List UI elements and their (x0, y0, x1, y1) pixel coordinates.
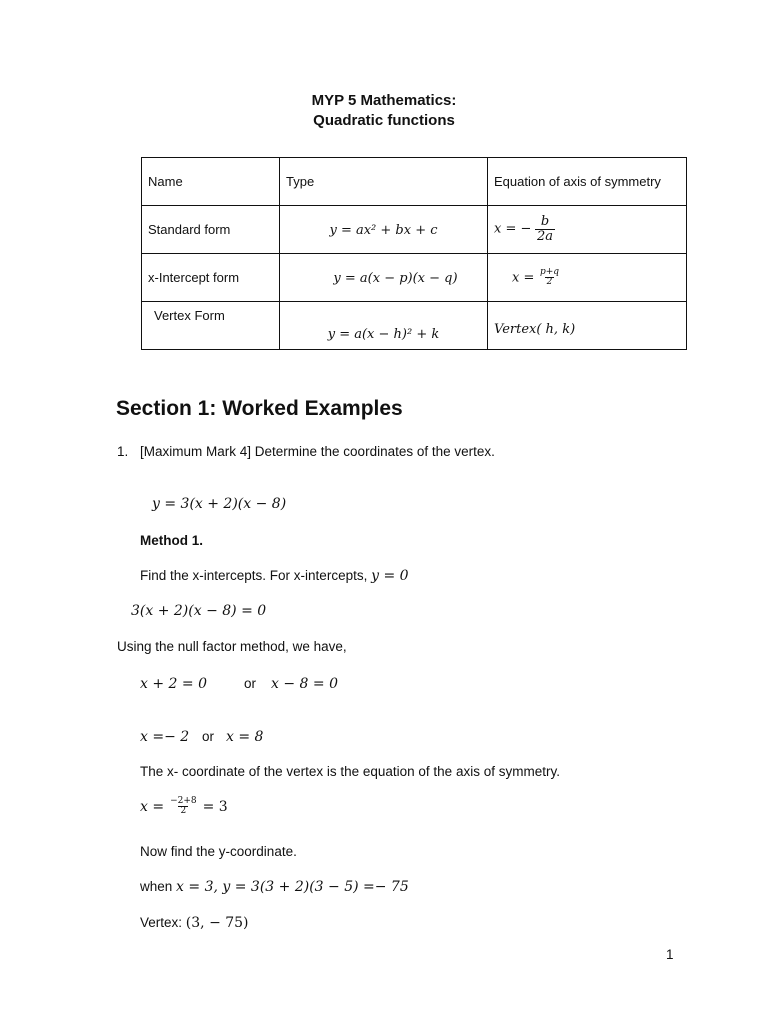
row-name: x-Intercept form (142, 254, 280, 302)
step5-or: or (202, 729, 215, 744)
document-title-line-2: Quadratic functions (313, 112, 455, 129)
step5-right: x = 8 (226, 729, 264, 745)
step1-line (140, 568, 409, 584)
header-type: Type (280, 158, 488, 206)
axis-fraction (535, 215, 555, 243)
step10-math: (3, − 75) (185, 915, 249, 931)
table-row-standard-form (142, 206, 687, 254)
row-type-equation: y = a(x − h)² + k (327, 326, 440, 342)
step9-text: when (140, 879, 173, 894)
step7-equation (140, 797, 228, 817)
question-number: 1. (117, 444, 129, 459)
document-title-line-1: MYP 5 Mathematics: (311, 92, 457, 109)
step9-line (140, 879, 409, 895)
step5-left: x =− 2 (140, 729, 190, 745)
step4-left: x + 2 = 0 (140, 676, 207, 692)
step4-right: x − 8 = 0 (271, 676, 338, 692)
step10-line (140, 915, 249, 931)
step7-fraction (168, 797, 199, 817)
row-type-equation: y = a(x − p)(x − q) (333, 270, 458, 286)
method-label: Method 1. (140, 533, 203, 548)
fraction-numerator: −2+8 (170, 796, 197, 806)
step3-text: Using the null factor method, we have, (117, 639, 347, 654)
axis-fraction (538, 268, 561, 288)
step10-text: Vertex: (140, 915, 183, 930)
axis-lhs: x = − (494, 221, 532, 237)
table-header-row (142, 158, 687, 206)
header-name: Name (142, 158, 280, 206)
fraction-denominator: 2a (537, 229, 554, 244)
header-axis: Equation of axis of symmetry (488, 158, 687, 206)
row-type-equation: y = ax² + bx + c (329, 222, 438, 238)
step8-text: Now find the y-coordinate. (140, 844, 297, 859)
section-heading: Section 1: Worked Examples (116, 397, 403, 420)
step7-rhs: = 3 (202, 798, 228, 815)
table-row-intercept-form (142, 254, 687, 302)
question-text: [Maximum Mark 4] Determine the coordinates of the vertex. (140, 444, 495, 459)
axis-lhs: x = (512, 269, 535, 285)
step2-equation: 3(x + 2)(x − 8) = 0 (131, 603, 267, 619)
row-name: Vertex Form (142, 302, 280, 350)
step1-math: y = 0 (371, 568, 409, 584)
fraction-denominator: 2 (546, 277, 553, 287)
row-axis-cell (488, 254, 687, 302)
step6-text: The x- coordinate of the vertex is the equation of the axis of symmetry. (140, 764, 560, 779)
step7-lhs: x = (140, 798, 165, 815)
quadratic-forms-table (141, 157, 687, 350)
step1-text: Find the x-intercepts. For x-intercepts, (140, 568, 368, 583)
step4-or: or (244, 676, 257, 691)
fraction-numerator: b (540, 214, 550, 230)
page-number: 1 (666, 947, 674, 962)
row-axis-text: Vertex( h, k) (494, 321, 576, 337)
row-axis-cell (488, 206, 687, 254)
step9-math: x = 3, y = 3(3 + 2)(3 − 5) =− 75 (176, 879, 409, 895)
question-equation: y = 3(x + 2)(x − 8) (152, 496, 287, 512)
row-name: Standard form (142, 206, 280, 254)
fraction-denominator: 2 (180, 806, 187, 817)
table-row-vertex-form (142, 302, 687, 350)
fraction-numerator: p+q (539, 266, 560, 277)
